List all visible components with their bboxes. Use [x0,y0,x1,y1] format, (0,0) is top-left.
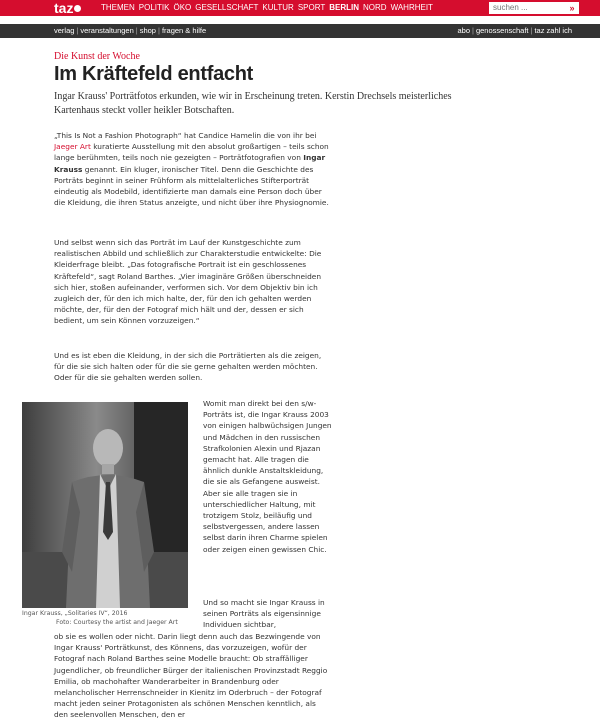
subnav-item-abo[interactable]: abo [457,26,471,35]
subnav-right [458,24,573,38]
subnav-item-veranstaltungen[interactable]: veranstaltungen [80,26,134,35]
text: Womit man direkt bei den s/w-Porträts ist, die Ingar Krauss 2003 von einigen halbwüchsigen Jungen und Mädchen in den russischen Strafkolonien Alexin und Rjazan gemacht hat. Alle tragen die ähnlich dunkle Anstaltskleidung, die sie als Gefangene ausweist. Aber sie alle tragen sie in unterschiedlicher Haltung, mit trotzigem Stolz, beiläufig und selbstvergessen, andere lassen selbst darin ihren Charme spielen oder zeigen einen gewissen Chic. [203,399,332,554]
text: „This Is Not a Fashion Photograph“ hat Candice Hamelin die von ihr bei [54,131,317,140]
nav-item-wahrheit[interactable]: WAHRHEIT [390,3,433,12]
article-kicker: Die Kunst der Woche [54,51,140,62]
jaeger-art-link[interactable]: Jaeger Art [54,142,91,152]
nav-item-nord[interactable]: NORD [363,3,387,12]
nav-item-gesellschaft[interactable]: GESELLSCHAFT [195,3,259,12]
subnav-left [54,24,206,38]
nav-item-sport[interactable]: SPORT [297,3,326,12]
nav-item-politik[interactable]: POLITIK [138,3,170,12]
separator: | [135,26,138,35]
article-lead: Ingar Krauss' Porträtfotos erkunden, wie wir in Erscheinung treten. Kerstin Drechsels meisterliches Kartenhaus steckt voller heikler Botschaften. [54,91,452,116]
main-nav [101,0,437,16]
paragraph-5-start [203,597,333,631]
subnav-item-genossenschaft[interactable]: genossenschaft [475,26,529,35]
text: ob sie es wollen oder nicht. Darin liegt denn auch das Bezwingende von Ingar Krauss' Porträtkunst, des Könnens, das vorzuzeigen, wofür der Fotograf nach Roland Barthes seine Modelle braucht: Ob straffälliger Jugendlicher, ob freundlicher Bürger der italienischen Provinzstadt Reggio Emilia, ob machohafter Wanderarbeiter in Brandenburg oder melancholischer Herrenschneider in Kienitz im Oderbruch – der Fotograf macht jeden seiner Protagonisten als schönen Menschen kenntlich, als den seelenvollen Menschen, den er [54,632,328,720]
nav-item-kultur[interactable]: KULTUR [262,3,294,12]
article-photo[interactable] [22,402,188,608]
subnav-item-shop[interactable]: shop [139,26,156,35]
article-title: Im Kräftefeld entfacht [54,63,253,85]
text: Und selbst wenn sich das Porträt im Lauf der Kunstgeschichte zum realistischen Abbild und schließlich zur Charakterstudie entwickelte: Die Kleiderfrage bleibt. „Das fotografische Portrait ist ein geschlossenes Kräftefeld“, sagt Roland Barthes. „Vier imaginäre Größen überschneiden sich hier, stoßen aufeinander, verformen sich. Vor dem Objektiv bin ich zugleich der, für den ich mich halte, der, für den ich gehalten werden möchte, der, für den der Fotograf mich hält und der, dessen er sich bedient, um sein Können vorzuzeigen.“ [54,238,322,326]
separator: | [76,26,79,35]
paragraph-3 [54,350,332,384]
portrait-image [22,402,188,608]
nav-item-oeko[interactable]: ÖKO [173,3,192,12]
nav-item-themen[interactable]: THEMEN [101,3,135,12]
paragraph-4 [203,398,333,555]
top-navigation-bar [0,0,600,16]
subnav-item-verlag[interactable]: verlag [54,26,75,35]
taz-logo[interactable]: taz [54,0,81,16]
text: genannt. Ein kluger, ironischer Titel. Denn die Geschichte des Porträts beginnt in seiner Frühform als mittelalterliches Stifterporträt eindeutig als Modebild, identifizierte man damals eine Person doch über die Kleidung, die ihren Status anzeigte, und nicht über ihre Physiognomie. [54,164,329,208]
photo-credit: Foto: Courtesy the artist and Jaeger Art [56,619,178,626]
separator: | [530,26,533,35]
search-input[interactable] [489,2,565,14]
secondary-navigation-bar [0,24,600,38]
separator: | [157,26,160,35]
text: Und so macht sie Ingar Krauss in seinen Porträts als eigensinnige Individuen sichtbar, [203,598,325,630]
text: kuratierte Ausstellung mit den absolut großartigen – teils schon lange berühmten, teils noch nie gezeigten – Porträtfotografien von [54,142,329,163]
subnav-item-fragen-hilfe[interactable]: fragen & hilfe [161,26,207,35]
separator: | [472,26,474,35]
photo-caption: Ingar Krauss, „Solitaries IV“, 2016 [22,610,128,617]
search-submit-button[interactable]: » [565,2,579,14]
paragraph-1 [54,130,332,208]
text: Und es ist eben die Kleidung, in der sich die Porträtierten als die zeigen, für die sie sich halten oder für die sie gerne gehalten werden möchten. Oder für die sie gehalten werden sollen. [54,351,322,383]
paw-icon [74,5,81,12]
paragraph-2 [54,237,332,327]
paragraph-5-continued [54,631,332,721]
artist-name: Ingar Krauss [54,153,326,174]
subnav-item-taz-zahl-ich[interactable]: taz zahl ich [534,26,572,35]
nav-item-berlin[interactable]: BERLIN [329,3,360,12]
